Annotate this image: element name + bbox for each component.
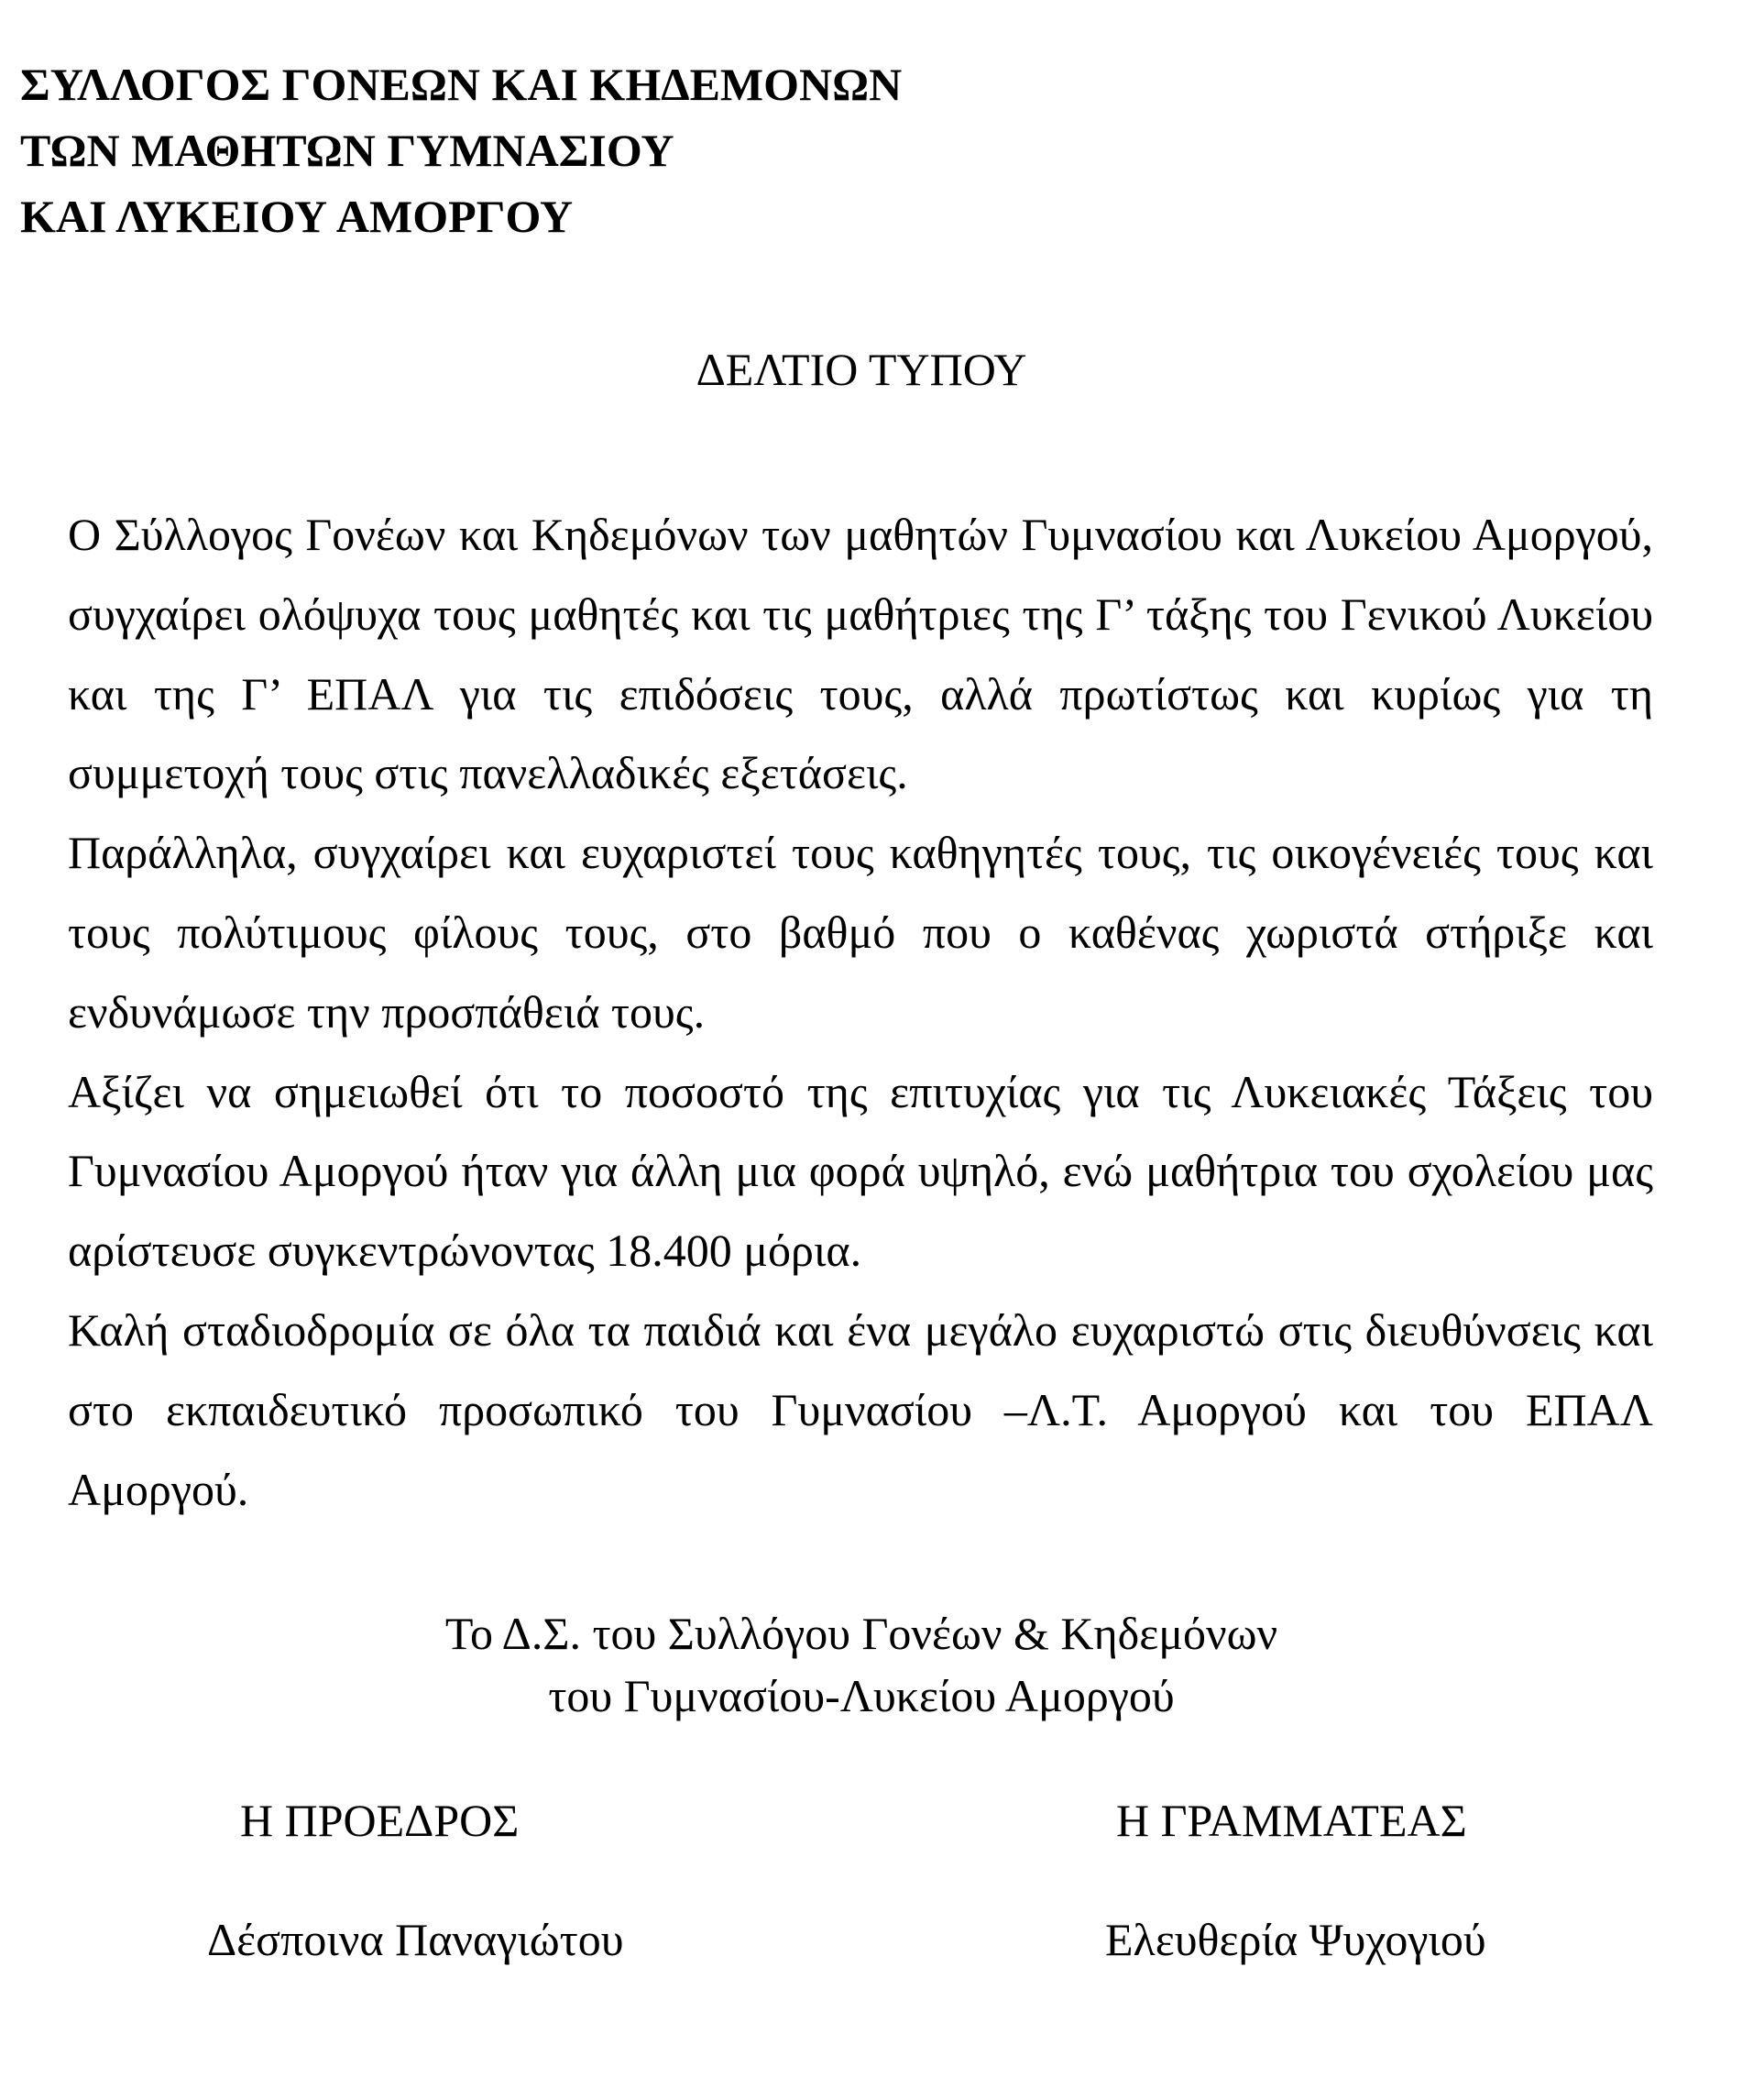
body-paragraph: Παράλληλα, συγχαίρει και ευχαριστεί τους καθηγητές τους, τις οικογένειές τους και τους πολύτιμους φίλους τους, στο βαθμό που ο καθένας χωριστά στήριξε και ενδυνάμωσε την προσπάθειά τους. <box>68 827 1653 1038</box>
president-title: Η ΠΡΟΕΔΡΟΣ <box>240 1795 520 1846</box>
document-title: ΔΕΛΤΙΟ ΤΥΠΟΥ <box>696 344 1027 395</box>
signoff-line: του Γυμνασίου-Λυκείου Αμοργού <box>548 1670 1175 1721</box>
body-paragraph: Ο Σύλλογος Γονέων και Κηδεμόνων των μαθητών Γυμνασίου και Λυκείου Αμοργού, συγχαίρει ολόψυχα τους μαθητές και τις μαθήτριες της Γ’ τάξης του Γενικού Λυκείου και της Γ’ ΕΠΑΛ για τις επιδόσεις τους, αλλά πρωτίστως και κυρίως για τη συμμετοχή τους στις πανελλαδικές εξετάσεις. <box>68 509 1653 799</box>
signoff-line: Το Δ.Σ. του Συλλόγου Γονέων & Κηδεμόνων <box>444 1608 1278 1659</box>
secretary-title: Η ΓΡΑΜΜΑΤΕΑΣ <box>1116 1795 1467 1846</box>
organization-header-line: ΤΩΝ ΜΑΘΗΤΩΝ ΓΥΜΝΑΣΙΟΥ <box>20 125 674 176</box>
secretary-name: Ελευθερία Ψυχογιού <box>1105 1914 1486 1965</box>
press-release-body <box>68 495 1653 1529</box>
president-name: Δέσποινα Παναγιώτου <box>207 1914 624 1965</box>
organization-header-line: ΚΑΙ ΛΥΚΕΙΟΥ ΑΜΟΡΓΟΥ <box>20 191 574 242</box>
body-paragraph: Αξίζει να σημειωθεί ότι το ποσοστό της επιτυχίας για τις Λυκειακές Τάξεις του Γυμνασίου Αμοργού ήταν για άλλη μια φορά υψηλό, ενώ μαθήτρια του σχολείου μας αρίστευσε συγκεντρώνοντας 18.400 μόρια. <box>68 1065 1653 1277</box>
body-paragraph: Καλή σταδιοδρομία σε όλα τα παιδιά και ένα μεγάλο ευχαριστώ στις διευθύνσεις και στο εκπαιδευτικό προσωπικό του Γυμνασίου –Λ.Τ. Αμοργού και του ΕΠΑΛ Αμοργού. <box>68 1303 1653 1515</box>
organization-header-line: ΣΥΛΛΟΓΟΣ ΓΟΝΕΩΝ ΚΑΙ ΚΗΔΕΜΟΝΩΝ <box>20 59 903 110</box>
organization-header <box>20 51 1028 249</box>
board-signoff <box>0 1602 1723 1727</box>
